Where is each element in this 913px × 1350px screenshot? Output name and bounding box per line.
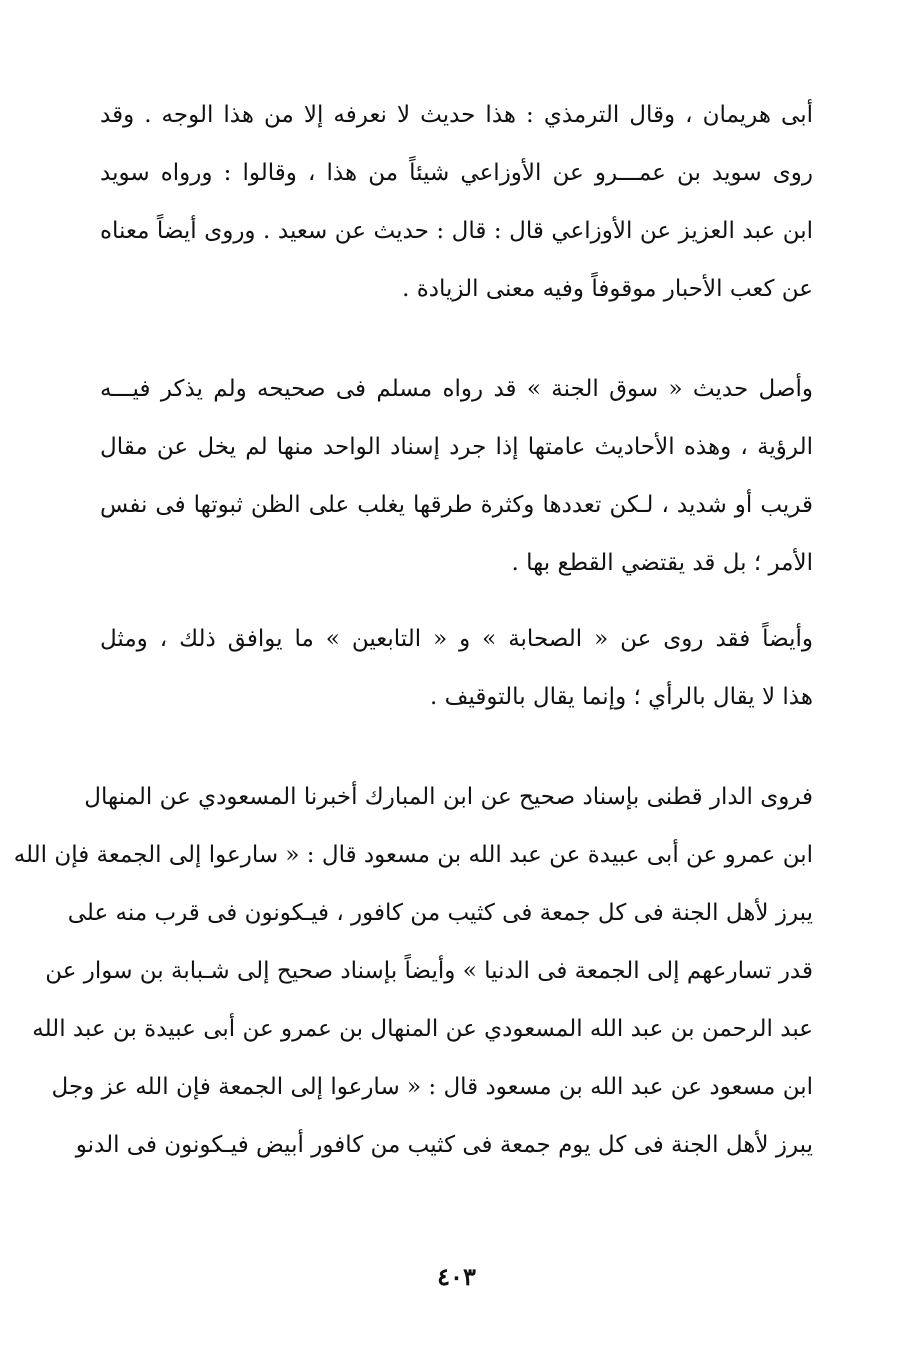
text-line: يبرز لأهل الجنة فى كل يوم جمعة فى كثيب من كافور أبيض فيـكونون فى الدنو (75, 1132, 813, 1158)
text-line: عن كعب الأحبار موقوفاً وفيه معنى الزيادة . (402, 276, 813, 302)
paragraph-2 (100, 360, 813, 592)
text-line: عبد الرحمن بن عبد الله المسعودي عن المنهال بن عمرو عن أبى عبيدة بن عبد الله (32, 1016, 813, 1042)
text-line: ابن عبد العزيز عن الأوزاعي قال : قال : حديث عن سعيد . وروى أيضاً معناه (100, 218, 813, 244)
paragraph-gap (100, 726, 813, 768)
text-line: وأصل حديث « سوق الجنة » قد رواه مسلم فى صحيحه ولم يذكر فيـــه (100, 376, 813, 402)
paragraph-3 (100, 610, 813, 726)
paragraph-4 (13, 768, 813, 1174)
page-number: ٤٠٣ (437, 1262, 476, 1291)
text-line: ابن عمرو عن أبى عبيدة عن عبد الله بن مسعود قال : « سارعوا إلى الجمعة فإن الله (13, 842, 813, 868)
body-text (13, 86, 813, 1174)
paragraph-1 (100, 86, 813, 318)
text-line: قدر تسارعهم إلى الجمعة فى الدنيا » وأيضاً بإسناد صحيح إلى شـبابة بن سوار عن (45, 958, 813, 984)
paragraph-gap (100, 592, 813, 610)
text-line: روى سويد بن عمـــرو عن الأوزاعي شيئاً من هذا ، وقالوا : ورواه سويد (100, 160, 813, 186)
text-line: ابن مسعود عن عبد الله بن مسعود قال : « سارعوا إلى الجمعة فإن الله عز وجل (51, 1074, 813, 1100)
text-line: أبى هريمان ، وقال الترمذي : هذا حديث لا نعرفه إلا من هذا الوجه . وقد (100, 102, 813, 128)
text-line: وأيضاً فقد روى عن « الصحابة » و « التابعين » ما يوافق ذلك ، ومثل (100, 626, 813, 652)
text-line: فروى الدار قطنى بإسناد صحيح عن ابن المبارك أخبرنا المسعودي عن المنهال (84, 784, 813, 810)
paragraph-gap (100, 318, 813, 360)
text-line: هذا لا يقال بالرأي ؛ وإنما يقال بالتوقيف . (429, 684, 813, 710)
text-line: الرؤية ، وهذه الأحاديث عامتها إذا جرد إسناد الواحد منها لم يخل عن مقال (100, 434, 813, 460)
text-line: يبرز لأهل الجنة فى كل جمعة فى كثيب من كافور ، فيـكونون فى قرب منه على (67, 900, 813, 926)
text-line: قريب أو شديد ، لـكن تعددها وكثرة طرقها يغلب على الظن ثبوتها فى نفس (100, 492, 813, 518)
text-line: الأمر ؛ بل قد يقتضي القطع بها . (511, 550, 813, 576)
